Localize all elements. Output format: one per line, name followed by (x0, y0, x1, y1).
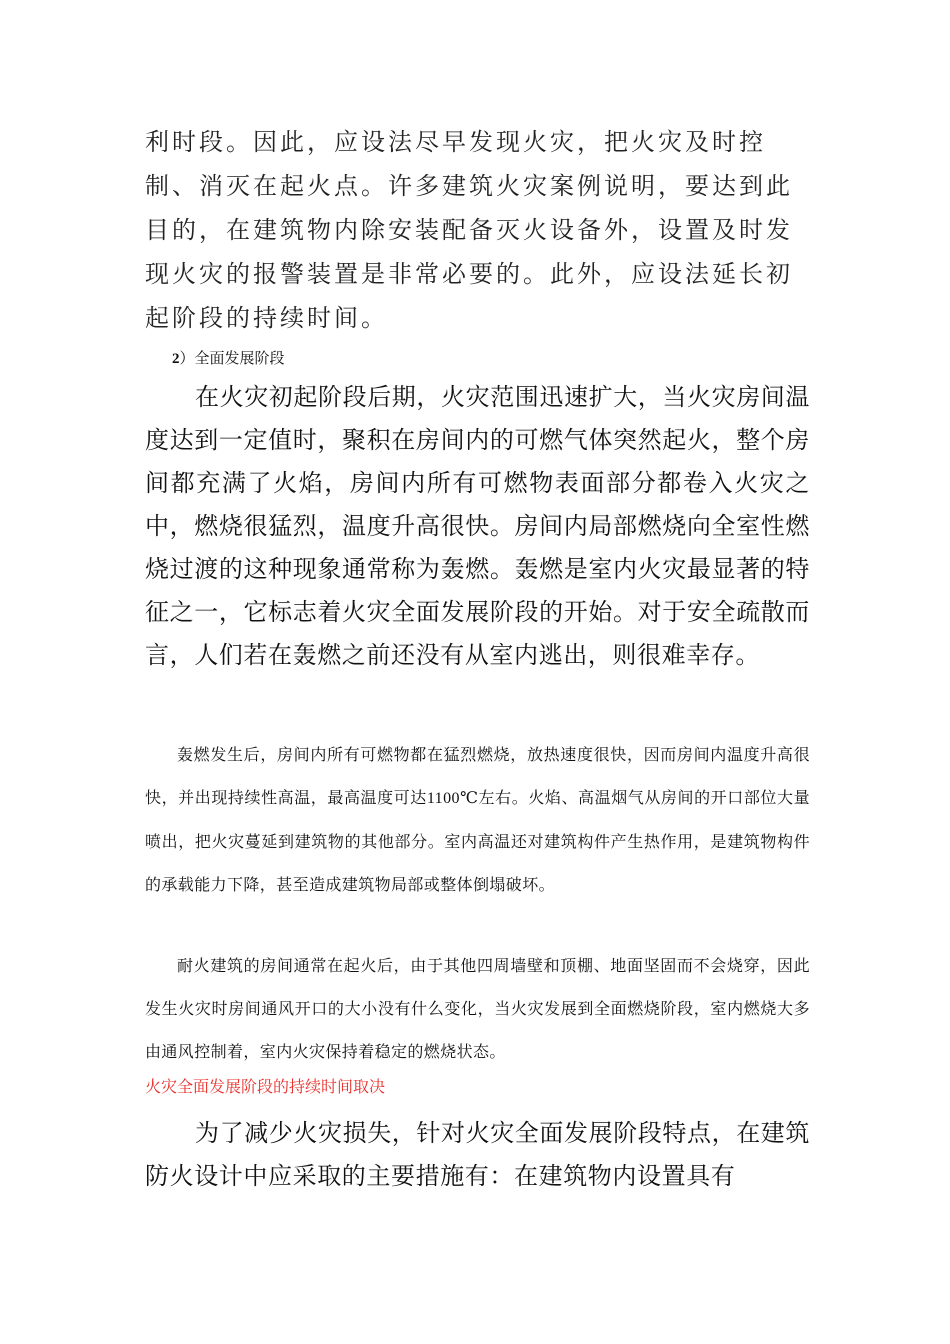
highlight-note-duration: 火灾全面发展阶段的持续时间取决 (145, 1077, 386, 1096)
paragraph-design-measures: 为了减少火灾损失，针对火灾全面发展阶段特点，在建筑防火设计中应采取的主要措施有：在建筑物内设置具有 (145, 1119, 810, 1190)
paragraph-after-flashover (145, 733, 810, 906)
after-flashover-text-part2: 左右。火焰、高温烟气从房间的开口部位大量喷出，把火灾蔓延到建筑物的其他部分。室内高温还对建筑构件产生热作用，是建筑物构件的承载能力下降，甚至造成建筑物局部或整体倒塌破坏。 (145, 788, 810, 894)
paragraph-flashover: 在火灾初起阶段后期，火灾范围迅速扩大，当火灾房间温度达到一定值时，聚积在房间内的可燃气体突然起火，整个房间都充满了火焰，房间内所有可燃物表面部分都卷入火灾之中，燃烧很猛烈，温度升高很快。房间内局部燃烧向全室性燃烧过渡的这种现象通常称为轰燃。轰燃是室内火灾最显著的特征之一，它标志着火灾全面发展阶段的开始。对于安全疏散而言，人们若在轰燃之前还没有从室内逃出，则很难幸存。 (145, 383, 810, 669)
section-heading-number: 2 (172, 351, 180, 367)
paragraph-initial-stage-end: 利时段。因此，应设法尽早发现火灾，把火灾及时控制、消灭在起火点。许多建筑火灾案例说明，要达到此目的，在建筑物内除安装配备灭火设备外，设置及时发现火灾的报警装置是非常必要的。此外，应设法延长初起阶段的持续时间。 (145, 128, 793, 332)
paragraph-fire-resistant-building: 耐火建筑的房间通常在起火后，由于其他四周墙壁和顶棚、地面坚固而不会烧穿，因此发生火灾时房间通风开口的大小没有什么变化，当火灾发展到全面燃烧阶段，室内燃烧大多由通风控制着，室内火灾保持着稳定的燃烧状态。 (145, 956, 810, 1061)
after-flashover-text-part1: 轰燃发生后，房间内所有可燃物都在猛烈燃烧，放热速度很快，因而房间内温度升高很快，并出现持续性高温，最高温度可达 (145, 745, 810, 807)
max-temperature-value: 1100℃ (426, 790, 479, 807)
section-heading-full-development (172, 346, 772, 371)
section-heading-text: ）全面发展阶段 (179, 349, 285, 367)
